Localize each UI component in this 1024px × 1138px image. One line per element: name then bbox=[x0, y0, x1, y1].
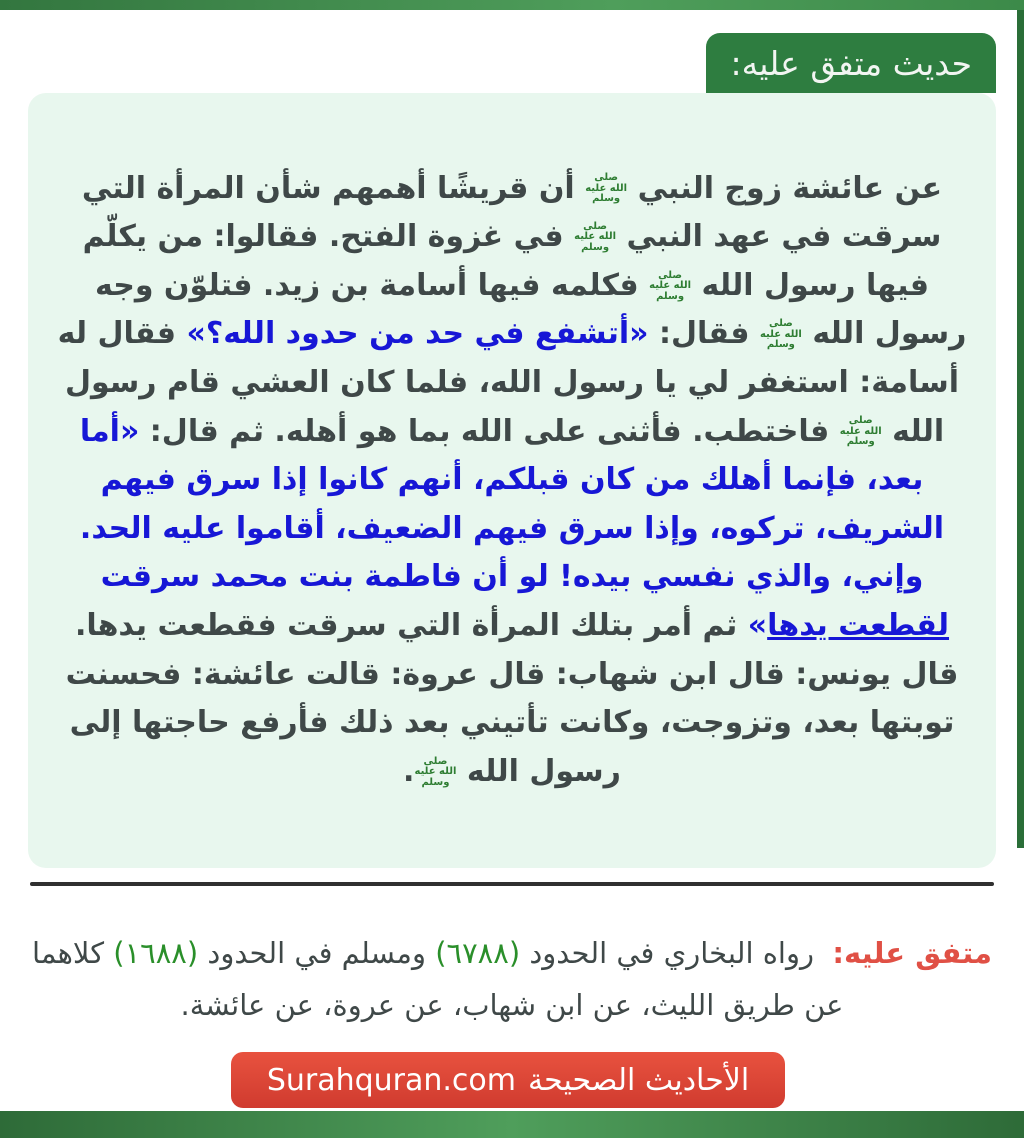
saw-symbol: صلى الله عليه وسلم bbox=[585, 172, 628, 205]
hadith-segment: في غزوة الفتح. فقالوا: من يكلّم فيها رسول الله bbox=[82, 219, 929, 303]
saw-symbol: صلى الله عليه وسلم bbox=[649, 269, 692, 302]
takhrij-segment: رواه البخاري في الحدود bbox=[520, 936, 824, 970]
takhrij-segment: كلاهما عن طريق الليث، عن ابن شهاب، عن عروة، عن عائشة. bbox=[32, 936, 844, 1023]
prophet-quote: » bbox=[747, 607, 768, 643]
site-badge-url[interactable]: Surahquran.com bbox=[266, 1062, 516, 1098]
takhrij-text bbox=[30, 927, 994, 1031]
hadith-body-box bbox=[28, 93, 996, 868]
saw-symbol: صلى الله عليه وسلم bbox=[839, 415, 882, 448]
site-badge[interactable] bbox=[231, 1052, 785, 1108]
hadith-segment: عن عائشة زوج النبي bbox=[627, 170, 943, 206]
saw-symbol: صلى الله عليه وسلم bbox=[414, 755, 457, 788]
header-title-badge bbox=[706, 33, 996, 93]
saw-symbol: صلى الله عليه وسلم bbox=[759, 318, 802, 351]
hadith-segment: فقال له أسامة: استغفر لي يا رسول الله، فلما كان العشي قام رسول الله bbox=[57, 316, 960, 449]
bottom-green-bar bbox=[0, 1111, 1024, 1138]
prophet-quote-link[interactable]: لقطعت يدها bbox=[767, 607, 950, 643]
right-green-strip bbox=[1017, 10, 1024, 848]
bukhari-number: (٦٧٨٨) bbox=[435, 936, 521, 970]
top-green-bar bbox=[0, 0, 1024, 10]
hadith-segment: فكلمه فيها أسامة بن زيد. فتلوّن وجه رسول الله bbox=[95, 267, 967, 352]
hadith-segment: فقال: bbox=[648, 316, 760, 352]
muslim-number: (١٦٨٨) bbox=[113, 936, 199, 970]
muttafaq-alayh-label: متفق عليه: bbox=[832, 936, 992, 970]
hadith-segment: فاختطب. فأثنى على الله بما هو أهله. ثم قال: bbox=[139, 413, 840, 449]
header-title-label: حديث متفق عليه: bbox=[730, 43, 972, 83]
prophet-quote: «أتشفع في حد من حدود الله؟» bbox=[186, 316, 649, 352]
hadith-text bbox=[54, 165, 970, 797]
hadith-segment: . bbox=[403, 753, 415, 789]
takhrij-segment: ومسلم في الحدود bbox=[198, 936, 436, 970]
hadith-segment: ثم أمر بتلك المرأة التي سرقت فقطعت يدها. قال يونس: قال ابن شهاب: قال عروة: قالت عائشة: فحسنت توبتها بعد، وتزوجت، وكانت تأتيني بعد ذلك فأرفع حاجتها إلى رسول الله bbox=[65, 607, 959, 789]
hadith-segment: أن قريشًا أهمهم شأن المرأة التي سرقت في عهد النبي bbox=[81, 170, 942, 255]
saw-symbol: صلى الله عليه وسلم bbox=[574, 220, 616, 253]
site-badge-arabic-label: الأحاديث الصحيحة bbox=[528, 1062, 750, 1098]
section-divider bbox=[30, 882, 994, 886]
prophet-quote: «أما بعد، فإنما أهلك من كان قبلكم، أنهم كانوا إذا سرق فيهم الشريف، تركوه، وإذا سرق فيهم الضعيف، أقاموا عليه الحد. وإني، والذي نفسي بيده! لو أن فاطمة بنت محمد سرقت bbox=[79, 413, 945, 595]
